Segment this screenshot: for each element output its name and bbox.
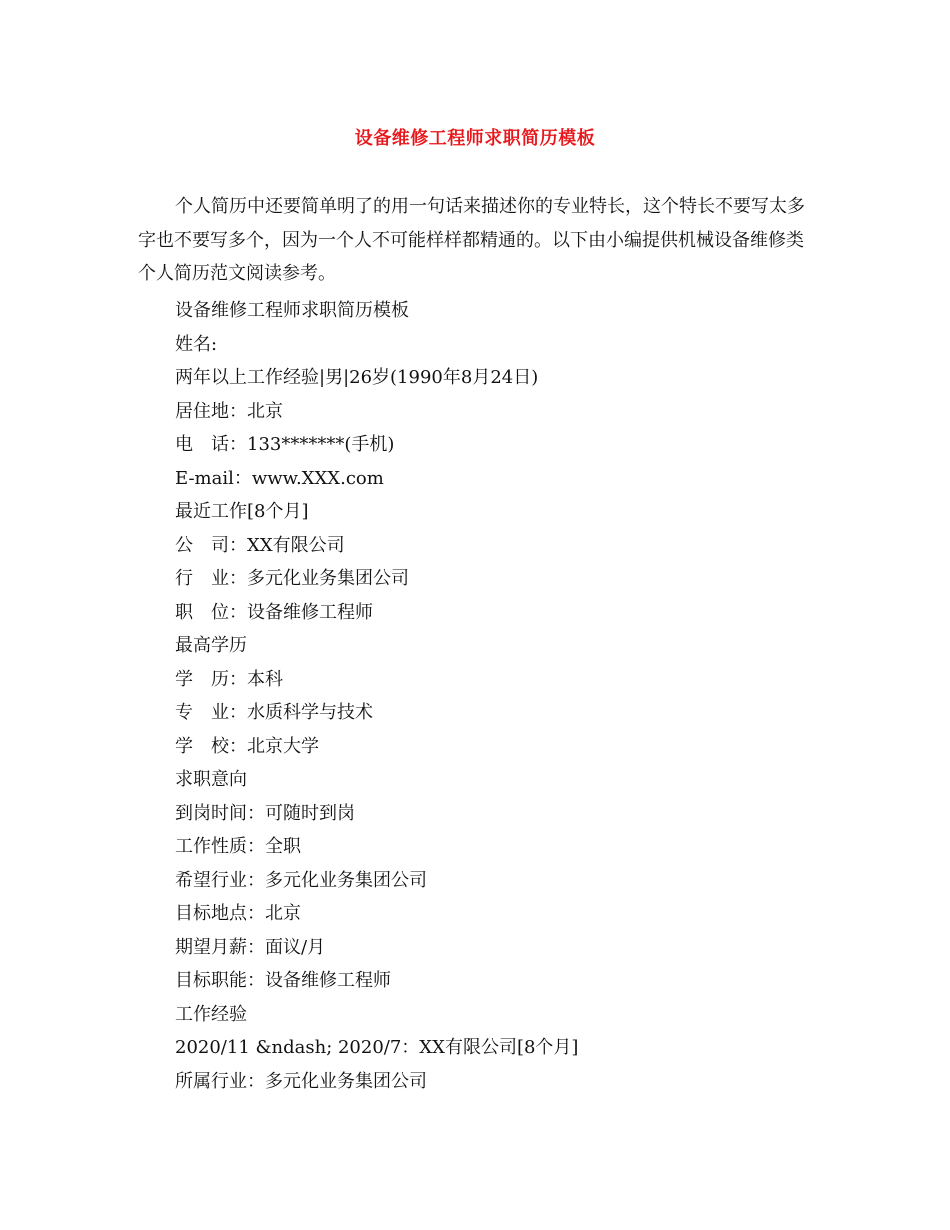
resume-line: 最高学历 <box>175 635 247 656</box>
resume-line: 专 业：水质科学与技术 <box>175 702 373 723</box>
resume-line: 求职意向 <box>175 769 247 790</box>
resume-line: 行 业：多元化业务集团公司 <box>175 568 409 589</box>
resume-line: 期望月薪：面议/月 <box>175 936 326 958</box>
resume-line: 希望行业：多元化业务集团公司 <box>175 869 427 891</box>
resume-line: E-mail：www.XXX.com <box>175 467 384 489</box>
resume-line: 目标地点：北京 <box>175 903 301 924</box>
resume-line: 学 校：北京大学 <box>175 735 319 757</box>
resume-line: 2020/11 &ndash; 2020/7：XX有限公司[8个月] <box>175 1037 579 1058</box>
resume-line: 所属行业：多元化业务集团公司 <box>175 1070 427 1092</box>
resume-line: 设备维修工程师求职简历模板 <box>175 300 409 321</box>
resume-line: 工作性质：全职 <box>175 836 301 857</box>
intro-paragraph: 个人简历中还要简单明了的用一句话来描述你的专业特长，这个特长不要写太多字也不要写多个，因为一个人不可能样样都精通的。以下由小编提供机械设备维修类个人简历范文阅读参考。 <box>138 196 805 284</box>
resume-line: 到岗时间：可随时到岗 <box>175 802 355 824</box>
resume-line: 公 司：XX有限公司 <box>175 534 345 556</box>
resume-line: 电 话：133*******(手机) <box>175 434 395 455</box>
resume-line: 两年以上工作经验|男|26岁(1990年8月24日) <box>175 367 539 388</box>
resume-line: 职 位：设备维修工程师 <box>175 601 373 623</box>
document-title: 设备维修工程师求职简历模板 <box>354 128 596 149</box>
resume-line: 最近工作[8个月] <box>175 501 309 522</box>
resume-line: 目标职能：设备维修工程师 <box>175 970 391 991</box>
resume-line: 学 历：本科 <box>175 668 283 690</box>
resume-line: 居住地：北京 <box>175 400 283 422</box>
resume-line: 姓名: <box>175 333 218 355</box>
resume-lines <box>175 294 578 1098</box>
resume-line: 工作经验 <box>175 1003 247 1025</box>
